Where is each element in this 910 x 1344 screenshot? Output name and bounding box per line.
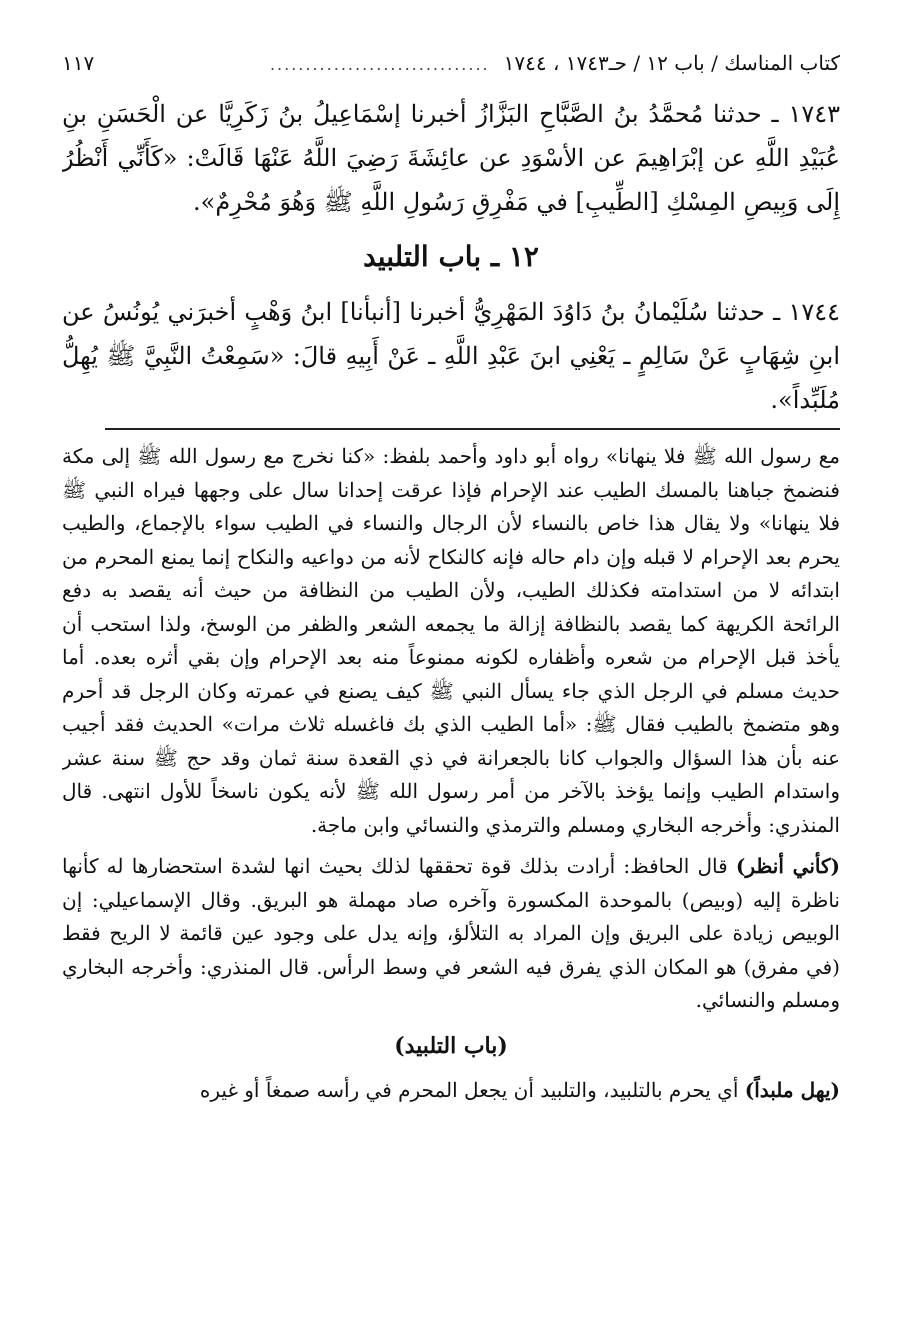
commentary-paragraph bbox=[62, 850, 840, 1018]
footnote-divider bbox=[105, 428, 840, 430]
commentary-text: مع رسول الله ﷺ فلا ينهانا» رواه أبو داود وأحمد بلفظ: «كنا نخرج مع رسول الله ﷺ إلى مكة فنضمخ جباهنا بالمسك الطيب عند الإحرام فإذا عرقت إحدانا سال على وجهها فيراه النبي ﷺ فلا ينهانا» ولا يقال هذا خاص بالنساء لأن الرجال والنساء في الطيب سواء بالإجماع، والطيب يحرم بعد الإحرام لا قبله وإن دام حاله فإنه كالنكاح لأنه من دواعيه والنكاح إنما يمنع المحرم من ابتدائه لا من استدامته فكذلك الطيب، ولأن الطيب من النظافة من حيث أنه يقصد به دفع الرائحة الكريهة كما يقصد بالنظافة إزالة ما يجمعه الشعر والظفر من الوسخ، ولذا استحب أن يأخذ قبل الإحرام من شعره وأظفاره لكونه ممنوعاً منه بعد الإحرام وإن بقي أثره بعده. أما حديث مسلم في الرجل الذي جاء يسأل النبي ﷺ كيف يصنع في عمرته وكان الرجل قد أحرم وهو متضمخ بالطيب فقال ﷺ: «أما الطيب الذي بك فاغسله ثلاث مرات» الحديث فقد أجيب عنه بأن هذا السؤال والجواب كانا بالجعرانة في ذي القعدة سنة ثمان وقد حج ﷺ سنة عشر واستدام الطيب وإنما يؤخذ بالآخر من أمر رسول الله ﷺ لأنه يكون ناسخاً للأول انتهى. قال المنذري: وأخرجه البخاري ومسلم والترمذي والنسائي وابن ماجة. bbox=[62, 444, 840, 837]
commentary-text: أي يحرم بالتلبيد، والتلبيد أن يجعل المحرم في رأسه صمغاً أو غيره bbox=[199, 1077, 745, 1102]
hadith-number: ١٧٤٤ bbox=[788, 298, 840, 326]
hadith-number: ١٧٤٣ bbox=[788, 100, 840, 128]
header-title: كتاب المناسك / باب ١٢ / حـ١٧٤٣ ، ١٧٤٤ bbox=[503, 51, 840, 75]
chapter-heading: ١٢ ـ باب التلبيد bbox=[363, 240, 539, 273]
commentary-lemma: (كأني أنظر) bbox=[735, 854, 840, 878]
commentary-text: قال الحافظ: أرادت بذلك قوة تحققها لذلك بحيث انها لشدة استحضارها له كأنها ناظرة إليه (وبيص) بالموحدة المكسورة وآخره صاد مهملة هو البريق. وقال الإسماعيلي: إن الوبيص زيادة على البريق وإن المراد به التلألؤ، وإنه يدل على وجود عين قائمة لا الريح فقط (في مفرق) هو المكان الذي يفرق فيه الشعر في وسط الرأس. قال المنذري: وأخرجه البخاري ومسلم والنسائي. bbox=[62, 854, 840, 1012]
hadith-text: ـ حدثنا مُحمَّدُ بنُ الصَّبَّاحِ البَزَّازُ أخبرنا إسْمَاعِيلُ بنُ زَكَرِيَّا عن الْحَسَنِ بنِ عُبَيْدِ اللَّهِ عن إبْرَاهِيمَ عن الأسْوَدِ عن عائِشَةَ رَضِيَ اللَّهُ عَنْهَا قَالَتْ: «كَأَنِّي أَنْظُرُ إِلَى وَبِيصِ المِسْكِ [الطِّيبِ] في مَفْرِقِ رَسُولِ اللَّهِ ﷺ وَهُوَ مُحْرِمٌ». bbox=[62, 100, 840, 216]
commentary-subheading: (باب التلبيد) bbox=[394, 1032, 508, 1059]
book-page bbox=[62, 50, 840, 1330]
hadith-text: ـ حدثنا سُلَيْمانُ بنُ دَاوُدَ المَهْرِيُّ أخبرنا [أنبأنا] ابنُ وَهْبٍ أخبرَني يُونُسُ عن ابنِ شِهَابٍ عَنْ سَالِمٍ ـ يَعْنِي ابنَ عَبْدِ اللَّهِ ـ عَنْ أَبِيهِ قالَ: «سَمِعْتُ النَّبِيَّ ﷺ يُهِلُّ مُلَبِّداً». bbox=[62, 298, 840, 414]
hadith-1744 bbox=[62, 290, 840, 422]
commentary-paragraph bbox=[62, 440, 840, 842]
running-header bbox=[62, 50, 840, 84]
commentary-paragraph bbox=[62, 1074, 840, 1108]
main-text bbox=[62, 92, 840, 422]
header-leader-dots: ............................... bbox=[269, 55, 490, 74]
commentary-lemma: (يهل ملبداً) bbox=[744, 1077, 840, 1102]
commentary-section bbox=[62, 440, 840, 1107]
page-number: ١١٧ bbox=[62, 51, 95, 75]
hadith-1743 bbox=[62, 92, 840, 224]
